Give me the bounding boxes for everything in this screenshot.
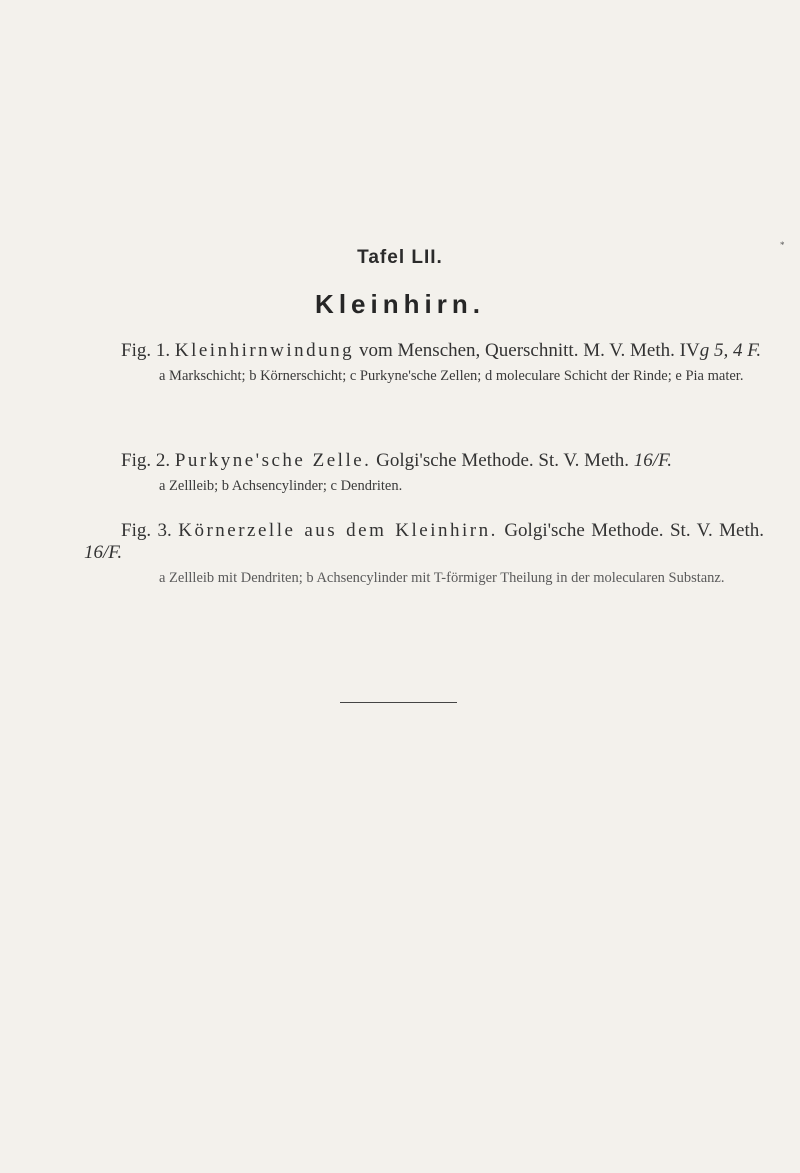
figure-name: Purkyne'sche Zelle. [174, 450, 372, 471]
figure-magnification: g 5, 4 F. [699, 340, 762, 361]
plate-title: Tafel LII. [357, 247, 443, 268]
figure-name: Körnerzelle aus dem Kleinhirn. [178, 520, 498, 541]
figure-legend: a Zellleib mit Dendriten; b Achsencylinder mit T-förmiger Theilung in der molecularen Substanz. [159, 570, 725, 586]
divider-rule [340, 702, 457, 703]
figure-legend: a Markschicht; b Körnerschicht; c Purkyne'sche Zellen; d moleculare Schicht der Rinde; e Pia mater. [159, 368, 744, 384]
figure-heading [84, 340, 764, 362]
figure-caption-3 [84, 520, 764, 587]
figure-magnification: 16/F. [633, 450, 672, 471]
figure-heading [84, 520, 764, 564]
figure-caption-2 [84, 450, 764, 495]
figure-label: Fig. 3. [121, 520, 172, 541]
figure-description: vom Menschen, Querschnitt. M. V. Meth. IV [358, 340, 700, 361]
figure-label: Fig. 2. [121, 450, 171, 471]
margin-mark: * [780, 240, 785, 250]
figure-name: Kleinhirnwindung [174, 340, 355, 361]
page-title: Kleinhirn. [315, 289, 485, 319]
figure-heading [84, 450, 764, 472]
figure-label: Fig. 1. [121, 340, 171, 361]
figure-description: Golgi'sche Methode. St. V. Meth. [376, 450, 630, 471]
figure-description: Golgi'sche Methode. St. V. Meth. [504, 520, 764, 541]
figure-legend: a Zellleib; b Achsencylinder; c Dendriten. [159, 478, 403, 494]
figure-magnification: 16/F. [84, 542, 123, 563]
figure-caption-1 [84, 340, 764, 385]
